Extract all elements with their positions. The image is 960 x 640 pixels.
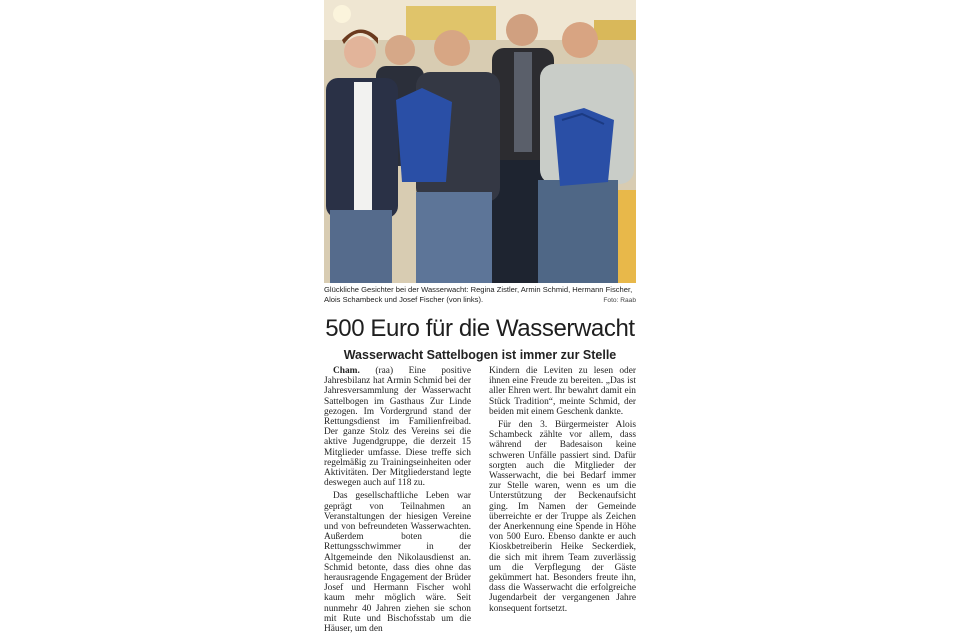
- article-column-right: [489, 366, 636, 617]
- article-paragraph: Das gesellschaftliche Leben war geprägt von Teilnahmen an Veranstaltungen der hiesigen Vereine und von befreundeten Wasserwachten. Außerdem boten die Rettungsschwimmer in der Altgemeinde den Nikolausdienst an. Schmid betonte, dass dies ohne das herausragende Engagement der Brüder Josef und Hermann Fischer wohl kaum mehr möglich wäre. Seit nunmehr 40 Jahren ziehen sie schon mit Rute und Bischofsstab um die Häuser, um den: [324, 491, 471, 635]
- article-column-left: [324, 366, 471, 637]
- photo-caption: Glückliche Gesichter bei der Wasserwacht: Regina Zistler, Armin Schmid, Hermann Fischer, Alois Schambeck und Josef Fischer (von links).: [324, 285, 633, 304]
- article-paragraph: [324, 366, 471, 488]
- newspaper-clipping: [324, 0, 636, 640]
- dateline: Cham.: [333, 366, 360, 376]
- article-paragraph: Kindern die Leviten zu lesen oder ihnen eine Freude zu bereiten. „Das ist aller Ehren wert. Ihr bewahrt damit ein Stück Tradition“, meinte Schmid, der beiden mit einem Geschenk dankte.: [489, 366, 636, 417]
- photo-credit: Foto: Raab: [603, 297, 636, 304]
- group-photo: [324, 0, 636, 283]
- subheadline: Wasserwacht Sattelbogen ist immer zur Stelle: [343, 348, 617, 362]
- article-paragraph: Für den 3. Bürgermeister Alois Schambeck zählte vor allem, dass während der Badesaison keine schweren Unfälle passiert sind. Dafür sorgten auch die Mitglieder der Wasserwacht, die bei Bedarf immer zur Stelle waren, wenn es um die Unterstützung der Beckenaufsicht ging. Im Namen der Gemeinde überreichte er der Truppe als Zeichen der Anerkennung eine Spende in Höhe von 500 Euro. Ebenso dankte er auch Kioskbetreiberin Heike Seckerdiek, die sich mit ihrem Team zuverlässig um die Verpflegung der Gäste gekümmert hat. Besonders freute ihn, dass die Wasserwacht die erfolgreiche Jugendarbeit der vergangenen Jahre konsequent fortsetzt.: [489, 420, 636, 614]
- headline: 500 Euro für die Wasserwacht: [325, 315, 635, 342]
- paragraph-text: (raa) Eine positive Jahresbilanz hat Armin Schmid bei der Jahresversammlung der Wasserwacht Sattelbogen im Gasthaus Zur Linde gezogen. Im Vordergrund stand der Rettungsdienst im Familienfreibad. Der ganze Stolz des Vereins sei die aktive Jugendgruppe, die derzeit 15 Mitglieder umfasse. Diese treffe sich regelmäßig zu Trainingseinheiten oder Aktivitäten. Der Mitgliederstand legte deswegen auch auf 118 zu.: [324, 366, 472, 489]
